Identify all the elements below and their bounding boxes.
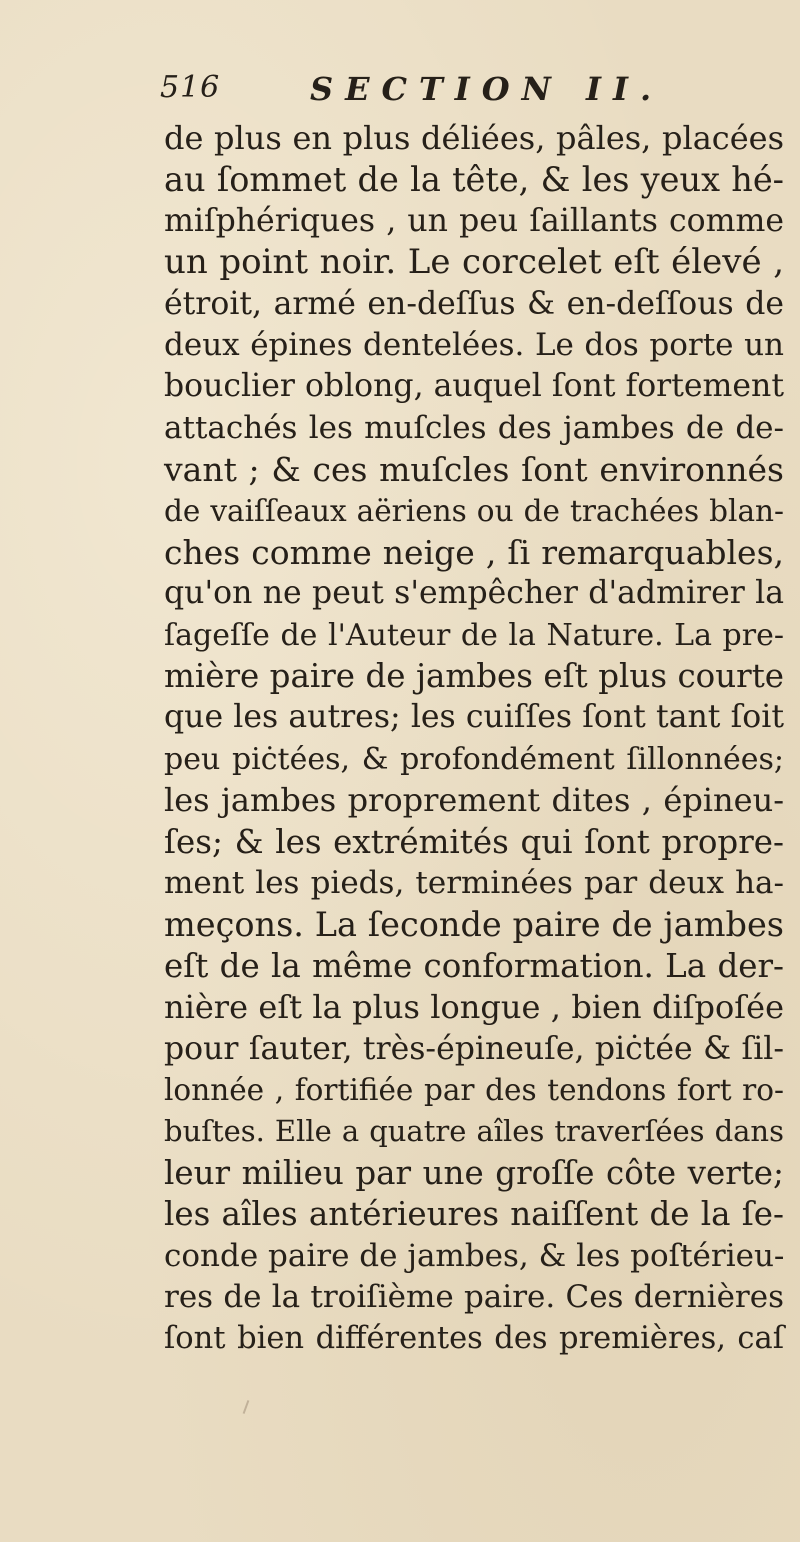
text-line: ſont bien différentes des premières, caſ <box>164 1321 784 1357</box>
text-line: buſtes. Elle a quatre aîles traverſées dans <box>164 1114 784 1149</box>
text-line: ches comme neige , ſi remarquables, <box>164 532 784 572</box>
text-line: vant ; & ces muſcles ſont environnés <box>164 450 784 490</box>
body-text <box>164 118 784 1360</box>
text-line: les aîles antérieures naiſſent de la ſe- <box>164 1195 784 1234</box>
text-line: bouclier oblong, auquel ſont fortement <box>164 368 784 405</box>
text-line: miſphériques , un peu ſaillants comme <box>164 202 784 239</box>
text-line: leur milieu par une groſſe côte verte; <box>164 1153 784 1192</box>
text-line: attachés les muſcles des jambes de de- <box>164 409 784 446</box>
paper-mark <box>243 1400 250 1414</box>
text-line: les jambes proprement dites , épineu- <box>164 781 784 820</box>
text-line: un point noir. Le corcelet eſt élevé , <box>164 242 784 283</box>
text-line: meçons. La ſeconde paire de jambes <box>164 905 784 945</box>
text-line: deux épines dentelées. Le dos porte un <box>164 326 784 363</box>
text-line: ſes; & les extrémités qui ſont propre- <box>164 822 784 861</box>
text-line: ment les pieds, terminées par deux ha- <box>164 865 784 902</box>
text-line: peu piċtées, & profondément ſillonnées; <box>164 741 784 777</box>
text-line: nière eſt la plus longue , bien diſpoſée <box>164 988 784 1027</box>
text-line: eſt de la même conformation. La der- <box>164 946 784 985</box>
text-line: ſageſſe de l'Auteur de la Nature. La pre- <box>164 617 784 653</box>
text-line: de plus en plus déliées, pâles, placées <box>164 119 784 157</box>
text-line: mière paire de jambes eſt plus courte <box>164 657 784 696</box>
text-line: qu'on ne peut s'empêcher d'admirer la <box>164 575 784 612</box>
page-number: 516 <box>160 70 221 105</box>
text-line: de vaiſſeaux aëriens ou de trachées blan- <box>164 493 784 528</box>
text-line: pour ſauter, très-épineuſe, piċtée & ſil- <box>164 1030 784 1067</box>
text-line: que les autres; les cuiſſes ſont tant ſoit <box>164 699 784 736</box>
text-line: res de la troiſième paire. Ces dernières <box>164 1278 784 1315</box>
text-line: au ſommet de la tête, & les yeux hé- <box>164 160 784 200</box>
running-head <box>160 70 780 116</box>
text-line: conde paire de jambes, & les poſtérieu- <box>164 1237 785 1274</box>
text-line: lonnée , fortifiée par des tendons fort ro- <box>164 1072 784 1107</box>
section-title: SECTION II. <box>310 70 664 108</box>
text-line: étroit, armé en-deſſus & en-deſſous de <box>164 285 784 322</box>
